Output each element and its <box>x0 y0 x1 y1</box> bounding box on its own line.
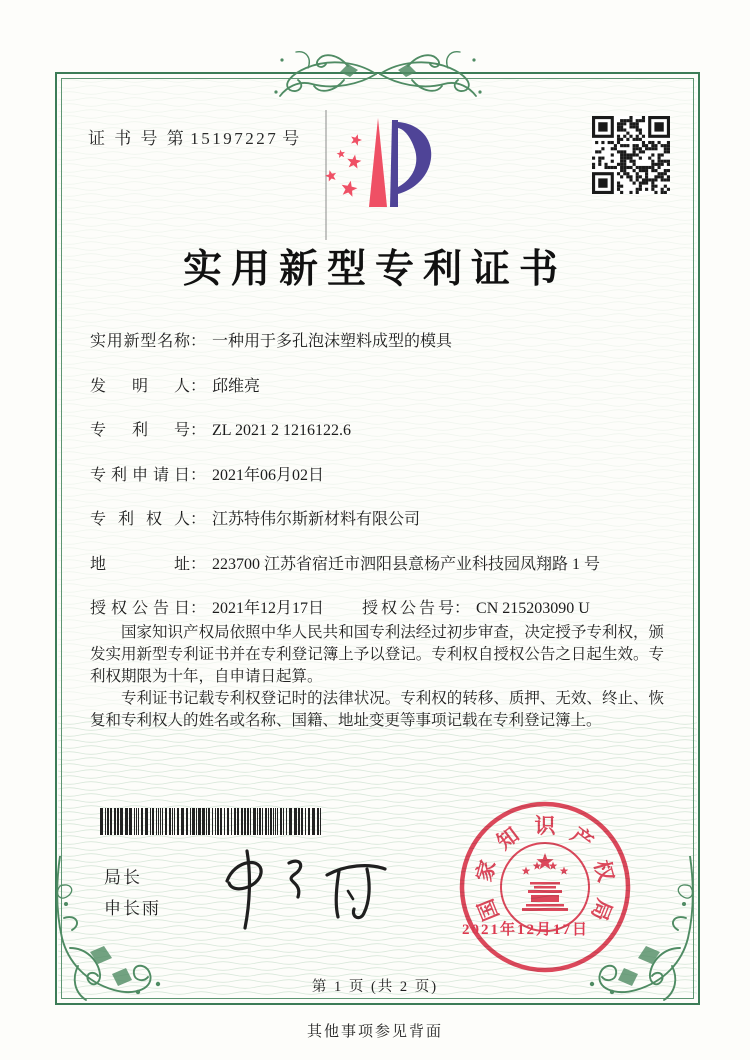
field-row-inventor <box>90 365 670 410</box>
field-label: 授权公告号 <box>362 600 454 617</box>
field-value: 一种用于多孔泡沫塑料成型的模具 <box>212 333 453 350</box>
legal-text <box>90 622 664 732</box>
barcode <box>100 808 324 835</box>
colon: ： <box>190 422 207 439</box>
certificate-number-prefix: 证 书 号 第 <box>88 129 187 148</box>
field-value: 邱维亮 <box>212 377 261 395</box>
field-row-address <box>90 543 670 588</box>
legal-paragraph-2: 专利证书记载专利权登记时的法律状况。专利权的转移、质押、无效、终止、恢复和专利权人的姓名或名称、国籍、地址变更等事项记载在专利登记簿上。 <box>90 690 664 729</box>
director-title: 局长 <box>104 868 142 887</box>
colon: ： <box>454 600 471 617</box>
svg-text:知: 知 <box>492 822 524 855</box>
svg-text:家: 家 <box>471 857 501 885</box>
qr-code <box>592 116 670 194</box>
cnipa-official-seal <box>457 799 635 977</box>
grant-number-value: CN 215203090 U <box>476 600 590 617</box>
field-value: 2021年06月02日 <box>212 466 325 484</box>
colon: ： <box>190 333 207 350</box>
field-value: 江苏特伟尔斯新材料有限公司 <box>212 511 421 528</box>
legal-paragraph-1: 国家知识产权局依照中华人民共和国专利法经过初步审查，决定授予专利权，颁发实用新型专利证书并在专利登记簿上予以登记。专利权自授权公告之日起生效。专利权期限为十年，自申请日起算。 <box>90 624 664 685</box>
field-label: 专利号 <box>90 422 190 439</box>
back-side-note: 其他事项参见背面 <box>306 1024 443 1040</box>
field-label: 授权公告日 <box>90 600 190 617</box>
page-number: 第 1 页 (共 2 页) <box>311 979 439 995</box>
colon: ： <box>190 555 207 573</box>
field-row-name <box>90 320 670 365</box>
director-name: 申长雨 <box>104 899 161 918</box>
svg-text:权: 权 <box>589 857 619 885</box>
field-label: 专利申请日 <box>90 466 190 484</box>
field-label: 发明人 <box>90 377 190 395</box>
director-block <box>104 862 161 924</box>
colon: ： <box>190 466 207 484</box>
field-label: 专利权人 <box>90 511 190 528</box>
grant-date-value: 2021年12月17日 <box>212 600 325 617</box>
certificate-number-suffix: 号 <box>282 129 302 148</box>
certificate-number-line <box>88 124 306 149</box>
certificate-title: 实用新型专利证书 <box>182 248 567 291</box>
certificate-number: 15197227 <box>190 129 279 148</box>
svg-text:识: 识 <box>534 814 556 838</box>
field-value: ZL 2021 2 1216122.6 <box>212 422 351 439</box>
field-label: 地址 <box>90 555 190 573</box>
svg-text:产: 产 <box>566 822 598 855</box>
colon: ： <box>190 600 207 617</box>
field-value: 223700 江苏省宿迁市泗阳县意杨产业科技园凤翔路 1 号 <box>212 555 601 573</box>
colon: ： <box>190 377 207 395</box>
svg-text:局: 局 <box>586 895 617 925</box>
svg-text:国: 国 <box>473 895 504 925</box>
field-row-filing-date <box>90 454 670 499</box>
field-label: 实用新型名称 <box>90 333 190 350</box>
top-border-flourish <box>268 48 488 100</box>
field-row-patentee <box>90 498 670 543</box>
director-handwritten-signature <box>205 843 405 938</box>
field-row-patent-number <box>90 409 670 454</box>
seal-date: 2021年12月17日 <box>462 922 590 938</box>
colon: ： <box>190 511 207 528</box>
cnipa-patent-logo <box>312 110 442 242</box>
patent-fields <box>90 320 670 632</box>
